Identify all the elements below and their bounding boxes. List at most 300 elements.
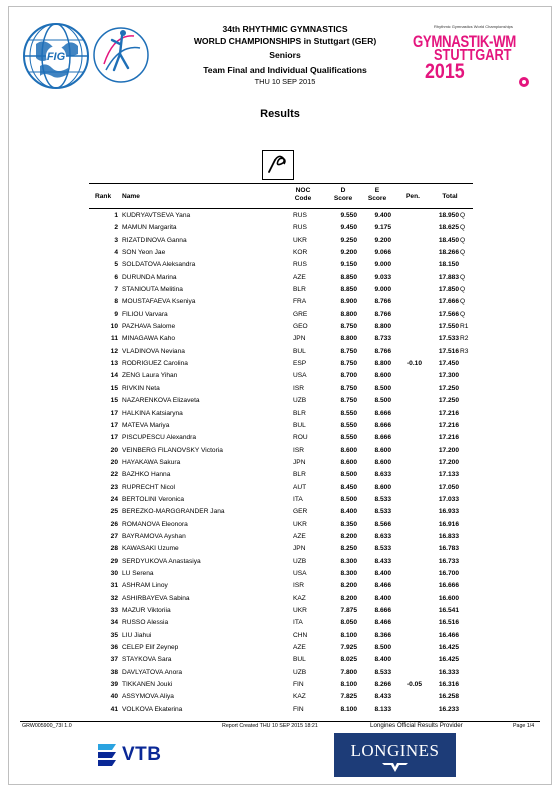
athlete-name-cell: RUPRECHT Nicol	[122, 483, 176, 491]
rank-cell: 32	[110, 594, 118, 602]
rank-cell: 29	[110, 557, 118, 565]
noc-code-cell: KOR	[293, 249, 308, 257]
noc-code-cell: GRE	[293, 310, 308, 318]
noc-code-cell: KAZ	[293, 693, 306, 701]
d-score-cell: 8.025	[340, 656, 357, 664]
total-score-cell: 17.200	[438, 446, 459, 454]
table-row	[89, 296, 473, 308]
qualification-mark-cell: Q	[460, 249, 466, 257]
table-row	[89, 395, 473, 407]
noc-code-cell: UKR	[293, 520, 307, 528]
e-score-cell: 8.566	[374, 520, 391, 528]
noc-code-cell: UZB	[293, 557, 307, 565]
total-score-cell: 16.700	[438, 569, 459, 577]
e-score-cell: 8.266	[374, 681, 391, 689]
table-row	[89, 469, 473, 481]
rank-cell: 22	[110, 471, 118, 479]
noc-code-cell: BLR	[293, 409, 306, 417]
wm-logo-line3: 2015	[425, 60, 465, 83]
qualification-mark-cell: Q	[460, 298, 466, 306]
rank-cell: 33	[110, 607, 118, 614]
table-row	[89, 568, 473, 580]
col-penalty: Pen.	[406, 193, 420, 200]
d-score-cell: 8.050	[340, 619, 357, 627]
total-score-cell: 16.258	[438, 693, 459, 701]
table-row	[89, 704, 473, 716]
table-row	[89, 346, 473, 358]
athlete-name-cell: PISCUPESCU Alexandra	[122, 434, 197, 442]
table-row	[89, 222, 473, 234]
col-noc	[289, 187, 317, 202]
table-row	[89, 667, 473, 679]
total-score-cell: 16.600	[438, 594, 459, 602]
noc-code-cell: ISR	[293, 446, 304, 454]
d-score-cell: 8.400	[340, 508, 357, 516]
athlete-name-cell: SON Yeon Jae	[122, 249, 166, 257]
table-row	[89, 210, 473, 222]
col-d-line1: D	[340, 187, 346, 194]
d-score-cell: 8.350	[340, 520, 357, 528]
d-score-cell: 7.925	[340, 644, 357, 652]
rank-cell: 15	[110, 384, 118, 392]
qualification-mark-cell: Q	[460, 212, 466, 219]
athlete-name-cell: DURUNDA Marina	[122, 273, 177, 281]
table-row	[89, 519, 473, 531]
results-provider: Longines Official Results Provider	[370, 722, 463, 729]
competition-label: Team Final and Individual Qualifications	[203, 64, 367, 75]
d-score-cell: 9.450	[340, 224, 357, 232]
table-row	[89, 247, 473, 259]
total-score-cell: 18.625	[438, 224, 459, 232]
total-score-cell: 16.733	[438, 557, 459, 565]
table-row	[89, 593, 473, 605]
event-subtitle: WORLD CHAMPIONSHIPS in Stuttgart (GER)	[193, 35, 377, 46]
total-score-cell: 17.450	[438, 360, 459, 368]
vtb-logo-text: VTB	[122, 744, 162, 765]
total-score-cell: 17.883	[438, 273, 459, 281]
apparatus-box	[262, 150, 294, 180]
noc-code-cell: ITA	[293, 619, 303, 627]
longines-wing-icon	[380, 761, 410, 773]
total-score-cell: 16.833	[438, 532, 459, 540]
noc-code-cell: USA	[293, 569, 307, 577]
d-score-cell: 8.100	[340, 681, 357, 689]
athlete-name-cell: RIVKIN Neta	[122, 384, 160, 392]
athlete-name-cell: MATEVA Mariya	[122, 421, 170, 429]
rank-cell: 24	[110, 495, 118, 503]
rank-cell: 17	[110, 409, 118, 417]
athlete-name-cell: MAMUN Margarita	[122, 224, 177, 232]
rank-cell: 5	[114, 261, 118, 269]
d-score-cell: 8.550	[340, 409, 357, 417]
d-score-cell: 8.550	[340, 421, 357, 429]
table-row	[89, 691, 473, 703]
table-row	[89, 543, 473, 555]
total-score-cell: 16.783	[438, 545, 459, 553]
noc-code-cell: ESP	[293, 360, 307, 368]
noc-code-cell: FIN	[293, 681, 304, 689]
e-score-cell: 8.666	[374, 409, 391, 417]
rank-cell: 20	[110, 458, 118, 466]
e-score-cell: 8.766	[374, 310, 391, 318]
e-score-cell: 8.766	[374, 298, 391, 306]
table-row	[89, 580, 473, 592]
table-row	[89, 531, 473, 543]
table-row	[89, 556, 473, 568]
table-row	[89, 383, 473, 395]
athlete-name-cell: NAZARENKOVA Elizaveta	[122, 397, 200, 405]
total-score-cell: 16.425	[438, 644, 459, 652]
col-e-line2: Score	[367, 194, 387, 202]
noc-code-cell: USA	[293, 372, 307, 380]
table-row	[89, 333, 473, 345]
rank-cell: 38	[110, 668, 118, 676]
athlete-name-cell: ASSYMOVA Aliya	[122, 693, 174, 701]
noc-code-cell: UKR	[293, 236, 307, 244]
rank-cell: 31	[110, 582, 118, 590]
athlete-name-cell: RODRIGUEZ Carolina	[122, 360, 188, 368]
rank-cell: 20	[110, 446, 118, 454]
d-score-cell: 8.300	[340, 569, 357, 577]
rank-cell: 11	[111, 335, 118, 343]
table-row	[89, 630, 473, 642]
noc-code-cell: ISR	[293, 582, 304, 590]
noc-code-cell: GER	[293, 508, 308, 516]
athlete-name-cell: MAZUR Viktoriia	[122, 607, 171, 614]
qualification-mark-cell: Q	[460, 224, 466, 232]
d-score-cell: 8.500	[340, 495, 357, 503]
col-e-score	[362, 187, 392, 202]
table-row	[89, 272, 473, 284]
e-score-cell: 8.366	[374, 631, 391, 639]
table-row	[89, 482, 473, 494]
athlete-name-cell: MOUSTAFAEVA Kseniya	[122, 298, 196, 306]
qualification-mark-cell: Q	[460, 236, 466, 244]
athlete-name-cell: SOLDATOVA Aleksandra	[122, 261, 196, 269]
d-score-cell: 8.450	[340, 483, 357, 491]
noc-code-cell: JPN	[293, 335, 306, 343]
rank-cell: 37	[110, 656, 118, 664]
rank-cell: 34	[110, 619, 118, 627]
e-score-cell: 8.666	[374, 434, 391, 442]
e-score-cell: 8.666	[374, 607, 391, 614]
rank-cell: 28	[110, 545, 118, 553]
d-score-cell: 8.200	[340, 582, 357, 590]
e-score-cell: 8.600	[374, 372, 391, 380]
rank-cell: 9	[114, 310, 118, 318]
d-score-cell: 7.825	[340, 693, 357, 701]
page-number: Page 1/4	[513, 723, 535, 729]
d-score-cell: 8.100	[340, 705, 357, 713]
athlete-name-cell: STAYKOVA Sara	[122, 656, 172, 664]
e-score-cell: 8.600	[374, 458, 391, 466]
noc-code-cell: JPN	[293, 458, 306, 466]
e-score-cell: 8.500	[374, 397, 391, 405]
table-row	[89, 654, 473, 666]
rank-cell: 17	[110, 434, 118, 442]
rank-cell: 4	[114, 249, 118, 257]
rank-cell: 8	[114, 298, 118, 306]
rank-cell: 13	[110, 360, 118, 368]
total-score-cell: 18.950	[438, 212, 459, 219]
e-score-cell: 8.633	[374, 532, 391, 540]
e-score-cell: 8.433	[374, 557, 391, 565]
qualification-mark-cell: R2	[460, 335, 469, 343]
table-row	[89, 309, 473, 321]
noc-code-cell: BLR	[293, 286, 306, 294]
noc-code-cell: RUS	[293, 261, 307, 269]
rank-cell: 30	[110, 569, 118, 577]
athlete-name-cell: VEINBERG FILANOVSKY Victoria	[122, 446, 223, 454]
results-table-body	[89, 210, 473, 716]
d-score-cell: 8.800	[340, 335, 357, 343]
noc-code-cell: JPN	[293, 545, 306, 553]
table-row	[89, 358, 473, 370]
athlete-name-cell: BEREZKO-MARGGRANDER Jana	[122, 508, 225, 516]
wm-emblem-icon	[518, 76, 530, 88]
wm-logo-caption: Rhythmic Gymnastics World Championships	[434, 24, 513, 29]
table-row	[89, 408, 473, 420]
e-score-cell: 8.800	[374, 323, 391, 331]
table-row	[89, 642, 473, 654]
event-date: THU 10 SEP 2015	[254, 77, 316, 86]
noc-code-cell: ITA	[293, 495, 303, 503]
athlete-name-cell: ZENG Laura Yihan	[122, 372, 178, 380]
athlete-name-cell: RIZATDINOVA Ganna	[122, 236, 187, 244]
d-score-cell: 7.875	[340, 607, 357, 614]
total-score-cell: 17.216	[438, 434, 459, 442]
e-score-cell: 9.000	[374, 261, 391, 269]
ribbon-icon	[266, 154, 288, 174]
fig-logo	[22, 22, 90, 90]
total-score-cell: 17.550	[438, 323, 459, 331]
total-score-cell: 18.266	[438, 249, 459, 257]
d-score-cell: 8.100	[340, 631, 357, 639]
athlete-name-cell: ASHRAM Linoy	[122, 582, 168, 590]
e-score-cell: 8.133	[374, 705, 391, 713]
total-score-cell: 16.933	[438, 508, 459, 516]
noc-code-cell: KAZ	[293, 594, 306, 602]
e-score-cell: 8.466	[374, 619, 391, 627]
document-code: GRW005900_73I 1.0	[22, 723, 72, 729]
table-row	[89, 494, 473, 506]
d-score-cell: 8.750	[340, 347, 357, 355]
wm-logo-line1: GYMNASTIK-WM	[413, 32, 516, 51]
longines-logo-text: LONGINES	[350, 741, 440, 760]
noc-code-cell: AZE	[293, 644, 306, 652]
noc-code-cell: AZE	[293, 273, 306, 281]
noc-code-cell: UZB	[293, 668, 307, 676]
d-score-cell: 8.750	[340, 384, 357, 392]
total-score-cell: 17.216	[438, 409, 459, 417]
d-score-cell: 8.500	[340, 471, 357, 479]
fig-logo-text: FIG	[46, 51, 66, 63]
noc-code-cell: BUL	[293, 347, 306, 355]
rank-cell: 12	[110, 347, 118, 355]
total-score-cell: 17.216	[438, 421, 459, 429]
col-total: Total	[442, 193, 458, 200]
noc-code-cell: RUS	[293, 224, 307, 232]
d-score-cell: 8.750	[340, 397, 357, 405]
rank-cell: 25	[110, 508, 118, 516]
total-score-cell: 17.300	[438, 372, 459, 380]
qualification-mark-cell: R1	[460, 323, 469, 331]
e-score-cell: 8.500	[374, 644, 391, 652]
d-score-cell: 8.600	[340, 458, 357, 466]
total-score-cell: 17.250	[438, 384, 459, 392]
col-d-score	[329, 187, 357, 202]
rank-cell: 35	[110, 631, 118, 639]
e-score-cell: 9.033	[374, 273, 391, 281]
total-score-cell: 18.150	[438, 261, 459, 269]
athlete-name-cell: KUDRYAVTSEVA Yana	[122, 212, 191, 219]
athlete-name-cell: ROMANOVA Eleonora	[122, 520, 188, 528]
athlete-name-cell: CELEP Elif Zeynep	[122, 644, 179, 652]
total-score-cell: 16.425	[438, 656, 459, 664]
e-score-cell: 8.400	[374, 594, 391, 602]
d-score-cell: 9.150	[340, 261, 357, 269]
e-score-cell: 8.400	[374, 656, 391, 664]
qualification-mark-cell: Q	[460, 273, 466, 281]
total-score-cell: 16.516	[438, 619, 459, 627]
total-score-cell: 17.666	[438, 298, 459, 306]
total-score-cell: 17.250	[438, 397, 459, 405]
d-score-cell: 7.800	[340, 668, 357, 676]
col-name: Name	[122, 193, 140, 200]
noc-code-cell: BLR	[293, 471, 306, 479]
d-score-cell: 9.200	[340, 249, 357, 257]
gymnast-logo	[92, 24, 150, 86]
noc-code-cell: CHN	[293, 631, 308, 639]
rank-cell: 41	[110, 705, 118, 713]
d-score-cell: 8.750	[340, 323, 357, 331]
e-score-cell: 8.766	[374, 347, 391, 355]
total-score-cell: 17.200	[438, 458, 459, 466]
qualification-mark-cell: Q	[460, 286, 466, 294]
col-d-line2: Score	[333, 194, 353, 202]
results-table-header	[89, 183, 473, 209]
total-score-cell: 16.541	[438, 607, 459, 614]
athlete-name-cell: BERTOLINI Veronica	[122, 495, 185, 503]
athlete-name-cell: KAWASAKI Uzume	[122, 545, 179, 553]
noc-code-cell: RUS	[293, 212, 307, 219]
d-score-cell: 8.800	[340, 310, 357, 318]
col-noc-line1: NOC	[295, 187, 311, 194]
event-title: 34th RHYTHMIC GYMNASTICS	[222, 24, 348, 34]
athlete-name-cell: FILIOU Varvara	[122, 310, 168, 318]
e-score-cell: 8.533	[374, 545, 391, 553]
table-row	[89, 321, 473, 333]
rank-cell: 40	[110, 693, 118, 701]
athlete-name-cell: MINAGAWA Kaho	[122, 335, 176, 343]
athlete-name-cell: SERDYUKOVA Anastasiya	[122, 557, 201, 565]
e-score-cell: 8.533	[374, 508, 391, 516]
athlete-name-cell: TIKKANEN Jouki	[122, 681, 173, 689]
table-row	[89, 457, 473, 469]
athlete-name-cell: BAYRAMOVA Ayshan	[122, 532, 186, 540]
total-score-cell: 17.050	[438, 483, 459, 491]
e-score-cell: 8.533	[374, 495, 391, 503]
total-score-cell: 17.850	[438, 286, 459, 294]
e-score-cell: 8.600	[374, 446, 391, 454]
table-row	[89, 235, 473, 247]
total-score-cell: 16.316	[438, 681, 459, 689]
e-score-cell: 9.000	[374, 286, 391, 294]
athlete-name-cell: LIU Jiahui	[122, 631, 152, 639]
athlete-name-cell: LU Serena	[122, 569, 154, 577]
athlete-name-cell: VOLKOVA Ekaterina	[122, 705, 183, 713]
e-score-cell: 8.666	[374, 421, 391, 429]
table-row	[89, 679, 473, 691]
rank-cell: 26	[110, 520, 118, 528]
noc-code-cell: ISR	[293, 384, 304, 392]
athlete-name-cell: DAVLYATOVA Anora	[122, 668, 183, 676]
e-score-cell: 8.433	[374, 693, 391, 701]
rank-cell: 10	[110, 323, 118, 331]
d-score-cell: 8.200	[340, 594, 357, 602]
athlete-name-cell: HALKINA Katsiaryna	[122, 409, 183, 417]
athlete-name-cell: VLADINOVA Neviana	[122, 347, 185, 355]
noc-code-cell: UKR	[293, 607, 307, 614]
noc-code-cell: FRA	[293, 298, 307, 306]
qualification-mark-cell: R3	[460, 347, 469, 355]
page-title: Results	[260, 108, 300, 120]
noc-code-cell: GEO	[293, 323, 308, 331]
e-score-cell: 8.466	[374, 582, 391, 590]
noc-code-cell: AZE	[293, 532, 306, 540]
category-label: Seniors	[269, 50, 301, 60]
e-score-cell: 8.500	[374, 384, 391, 392]
total-score-cell: 16.233	[438, 705, 459, 713]
total-score-cell: 16.916	[438, 520, 459, 528]
e-score-cell: 8.633	[374, 471, 391, 479]
d-score-cell: 8.550	[340, 434, 357, 442]
e-score-cell: 8.400	[374, 569, 391, 577]
penalty-cell: -0.10	[406, 360, 422, 368]
noc-code-cell: BUL	[293, 656, 306, 664]
athlete-name-cell: HAYAKAWA Sakura	[122, 458, 181, 466]
total-score-cell: 16.333	[438, 668, 459, 676]
noc-code-cell: AUT	[293, 483, 307, 491]
table-row	[89, 420, 473, 432]
rank-cell: 15	[110, 397, 118, 405]
total-score-cell: 17.133	[438, 471, 459, 479]
table-row	[89, 432, 473, 444]
penalty-cell: -0.05	[406, 681, 422, 689]
total-score-cell: 17.566	[438, 310, 459, 318]
qualification-mark-cell: Q	[460, 310, 466, 318]
rank-cell: 3	[114, 236, 118, 244]
table-row	[89, 370, 473, 382]
rank-cell: 36	[110, 644, 118, 652]
e-score-cell: 8.733	[374, 335, 391, 343]
rank-cell: 1	[114, 212, 118, 219]
e-score-cell: 8.600	[374, 483, 391, 491]
header-title-block	[150, 24, 420, 88]
rank-cell: 14	[110, 372, 118, 380]
table-row	[89, 284, 473, 296]
rank-cell: 39	[110, 681, 118, 689]
athlete-name-cell: RUSSO Alessia	[122, 619, 169, 627]
total-score-cell: 17.516	[438, 347, 459, 355]
table-row	[89, 445, 473, 457]
wm-logo-line2: STUTTGART	[434, 47, 512, 64]
e-score-cell: 9.175	[374, 224, 391, 232]
noc-code-cell: UZB	[293, 397, 307, 405]
noc-code-cell: ROU	[293, 434, 308, 442]
col-rank: Rank	[95, 193, 112, 200]
d-score-cell: 8.250	[340, 545, 357, 553]
